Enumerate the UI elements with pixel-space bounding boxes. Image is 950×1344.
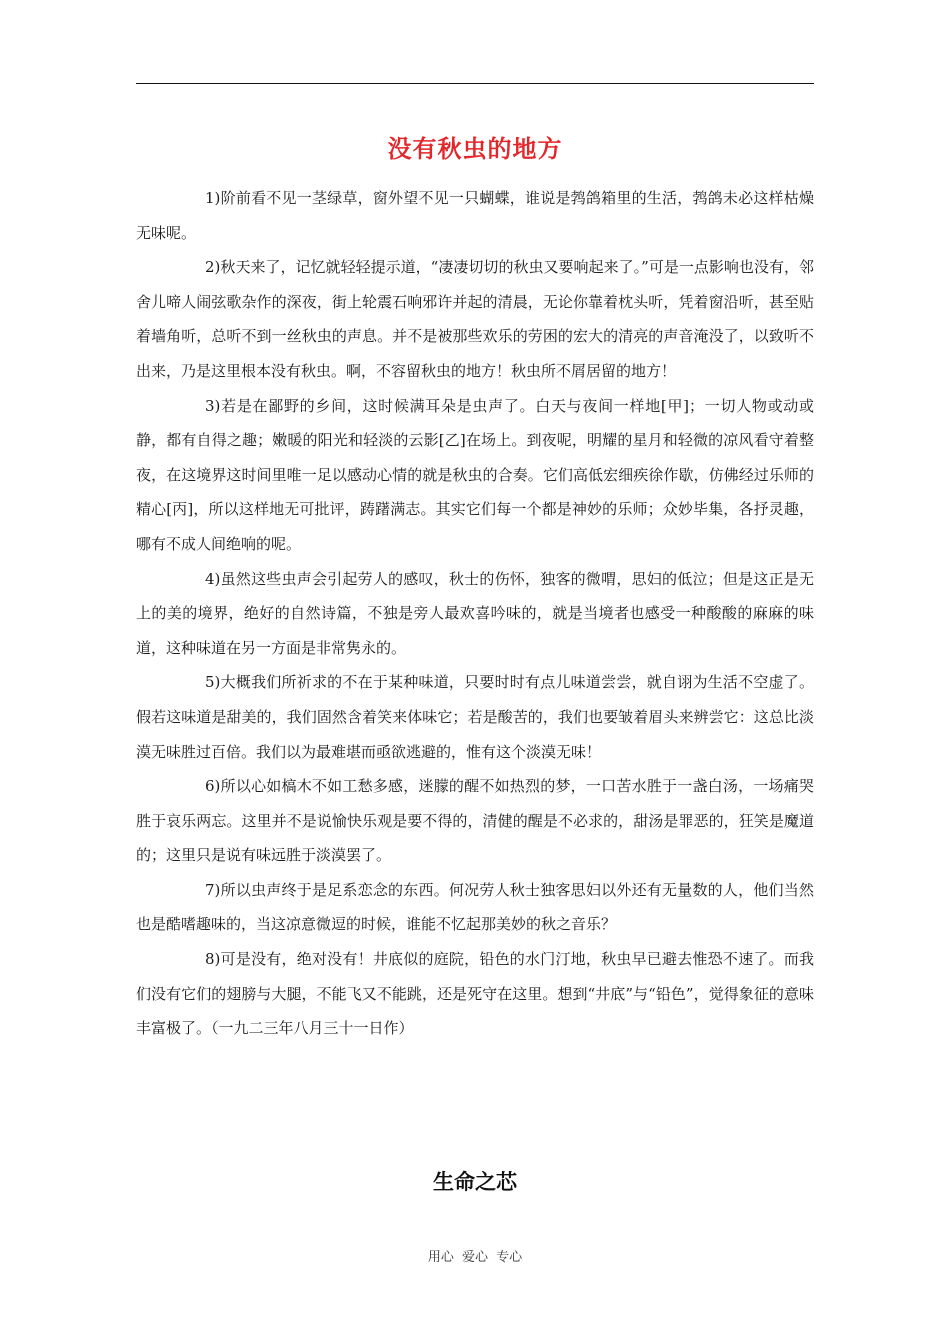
paragraph-text: 秋天来了，记忆就轻轻提示道，“凄凄切切的秋虫又要响起来了。”可是一点影响也没有，邻舍儿啼人闹弦歌杂作的深夜，街上轮震石响邪许并起的清晨，无论你靠着枕头听，凭着窗沿听，甚至贴着墙角听，总听不到一丝秋虫的声息。并不是被那些欢乐的劳困的宏大的清亮的声音淹没了，以致听不出来，乃是这里根本没有秋虫。啊，不容留秋虫的地方！秋虫所不屑居留的地方！ [136,258,814,380]
paragraph-text: 大概我们所祈求的不在于某种味道，只要时时有点儿味道尝尝，就自诩为生活不空虚了。假若这味道是甜美的，我们固然含着笑来体味它；若是酸苦的，我们也要皱着眉头来辨尝它：这总比淡漠无味胜过百倍。我们以为最难堪而亟欲逃避的，惟有这个淡漠无味！ [136,673,814,761]
paragraph-6 [136,769,814,873]
paragraph-1 [136,181,814,250]
paragraph-7 [136,873,814,942]
paragraph-4 [136,562,814,666]
paragraph-3 [136,389,814,562]
paragraph-text: 所以虫声终于是足系恋念的东西。何况劳人秋士独客思妇以外还有无量数的人，他们当然也是酷嗜趣味的，当这凉意微逗的时候，谁能不忆起那美妙的秋之音乐？ [136,880,814,934]
paragraph-2 [136,250,814,388]
header-rule [136,83,814,84]
paragraph-number: 1) [205,189,221,207]
paragraph-number: 4) [205,569,221,588]
paragraph-text: 可是没有，绝对没有！井底似的庭院，铅色的水门汀地，秋虫早已避去惟恐不速了。而我们没有它们的翅膀与大腿，不能飞又不能跳，还是死守在这里。想到“井底”与“铅色”，觉得象征的意味丰富极了。（一九二三年八月三十一日作） [136,950,814,1038]
paragraph-number: 3) [205,396,221,415]
page-footer: 用心 爱心 专心 [427,1250,523,1265]
paragraph-text: 阶前看不见一茎绿草，窗外望不见一只蝴蝶，谁说是鹁鸽箱里的生活，鹁鸽未必这样枯燥无味呢。 [136,189,814,242]
article-body [136,181,814,1046]
article-title: 没有秋虫的地方 [387,134,563,163]
paragraph-number: 5) [205,673,221,692]
paragraph-text: 虽然这些虫声会引起劳人的感叹，秋士的伤怀，独客的微喟，思妇的低泣；但是这正是无上的美的境界，绝好的自然诗篇，不独是旁人最欢喜吟味的，就是当境者也感受一种酸酸的麻麻的味道，这种味道在另一方面是非常隽永的。 [136,569,814,657]
paragraph-8 [136,942,814,1046]
paragraph-number: 2) [205,258,221,277]
paragraph-number: 6) [205,777,221,796]
paragraph-5 [136,665,814,769]
paragraph-number: 8) [205,950,221,969]
paragraph-text: 若是在鄙野的乡间，这时候满耳朵是虫声了。白天与夜间一样地[甲]；一切人物或动或静，都有自得之趣；嫩暖的阳光和轻淡的云影[乙]在场上。到夜呢，明耀的星月和轻微的凉风看守着整夜，在这境界这时间里唯一足以感动心情的就是秋虫的合奏。它们高低宏细疾徐作歇，仿佛经过乐师的精心[丙]，所以这样地无可批评，踌躇满志。其实它们每一个都是神妙的乐师；众妙毕集，各抒灵趣，哪有不成人间绝响的呢。 [136,396,814,553]
paragraph-text: 所以心如槁木不如工愁多感，迷朦的醒不如热烈的梦，一口苦水胜于一盏白汤，一场痛哭胜于哀乐两忘。这里并不是说愉快乐观是要不得的，清健的醒是不必求的，甜汤是罪恶的，狂笑是魔道的；这里只是说有味远胜于淡漠罢了。 [136,777,814,865]
next-article-title: 生命之芯 [433,1169,517,1194]
paragraph-number: 7) [205,880,221,899]
